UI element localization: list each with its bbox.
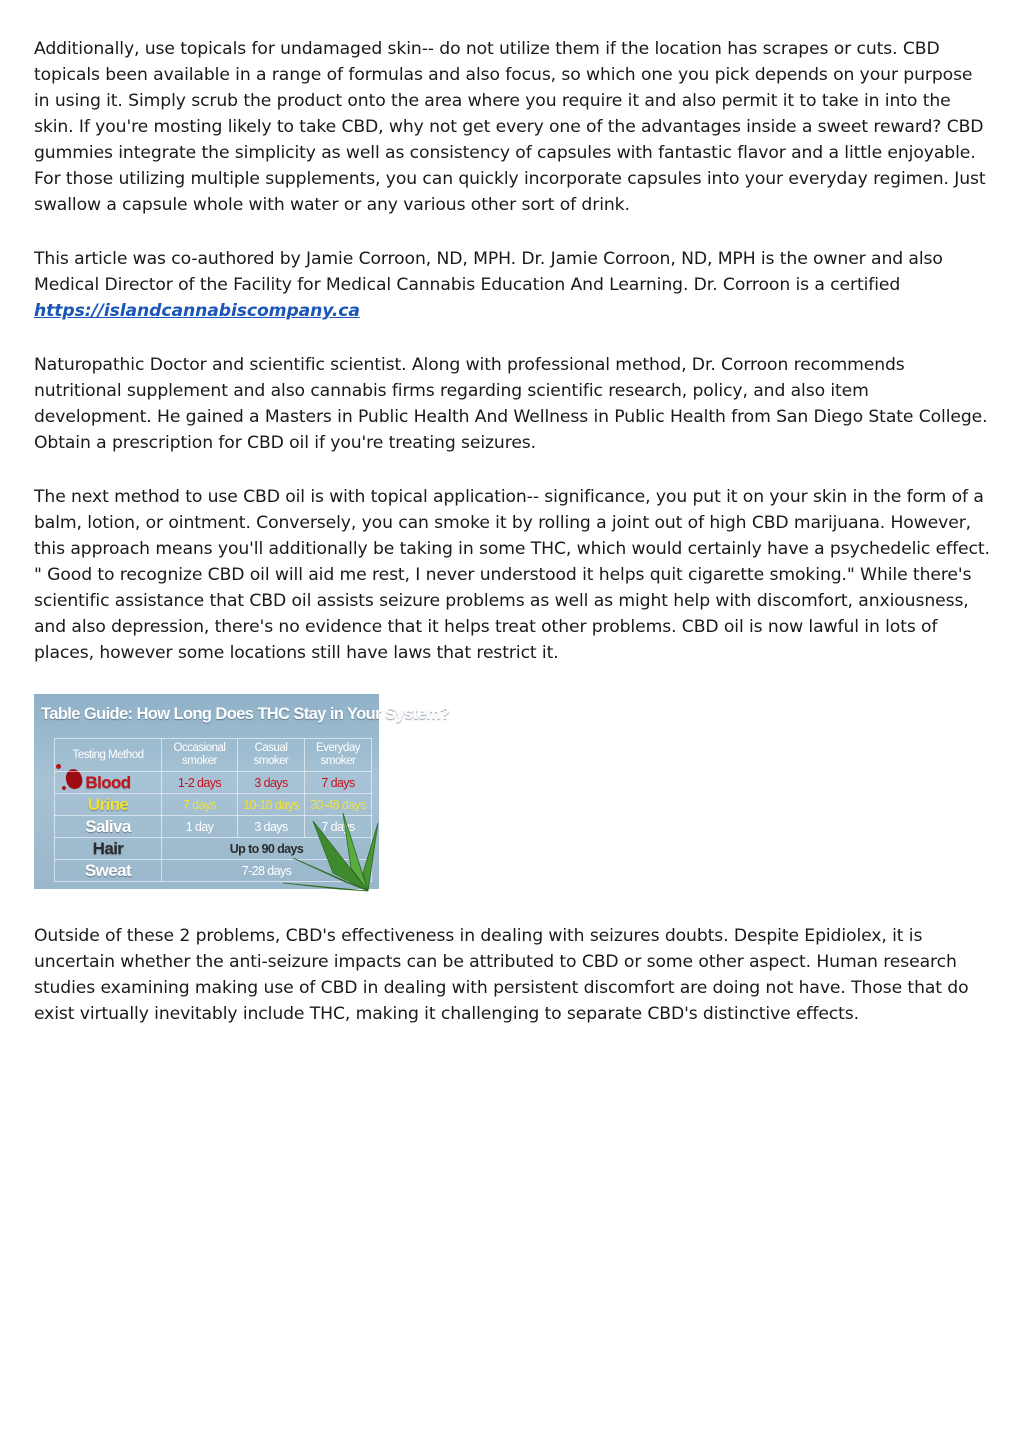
row-urine-occasional: 7 days	[162, 794, 238, 816]
table-row	[55, 772, 372, 794]
header-casual	[238, 739, 305, 772]
header-testing-method: Testing Method	[55, 739, 162, 772]
row-blood-casual: 3 days	[238, 772, 305, 794]
header-everyday-line1: Everyday	[316, 742, 360, 754]
row-sweat-all: 7-28 days	[162, 860, 372, 882]
header-casual-line1: Casual	[254, 742, 288, 754]
company-link[interactable]: https://islandcannabiscompany.ca	[34, 301, 360, 321]
row-hair-all: Up to 90 days	[162, 838, 372, 860]
row-blood-everyday: 7 days	[305, 772, 372, 794]
header-occasional	[162, 739, 238, 772]
row-blood-occasional: 1-2 days	[162, 772, 238, 794]
row-urine-method: Urine	[55, 794, 162, 816]
author-text: This article was co-authored by Jamie Corroon, ND, MPH. Dr. Jamie Corroon, ND, MPH is the owner and also Medical Director of the Facility for Medical Cannabis Education And Learning. Dr. Corroon is a certified	[34, 249, 943, 295]
header-occasional-line2: smoker	[182, 755, 217, 767]
paragraph-topical-application: The next method to use CBD oil is with topical application-- significance, you put it on your skin in the form of a balm, lotion, or ointment. Conversely, you can smoke it by rolling a joint out of high CBD marijuana. However, this approach means you'll additionally be taking in some THC, which would certainly have a psychedelic effect. " Good to recognize CBD oil will aid me rest, I never understood it helps quit cigarette smoking." While there's scientific assistance that CBD oil assists seizure problems as well as might help with discomfort, anxiousness, and also depression, there's no evidence that it helps treat other problems. CBD oil is now lawful in lots of places, however some locations still have laws that restrict it.	[34, 487, 990, 663]
row-saliva-everyday: 7 days	[305, 816, 372, 838]
table-header-row	[55, 739, 372, 772]
cannabis-leaf-icon	[273, 803, 383, 893]
row-urine-everyday: 30-48 days	[305, 794, 372, 816]
document-page	[34, 36, 990, 1055]
row-urine-casual: 10-18 days	[238, 794, 305, 816]
paragraph-naturopathic: Naturopathic Doctor and scientific scientist. Along with professional method, Dr. Corroon recommends nutritional supplement and also cannabis firms regarding scientific research, policy, and also item development. He gained a Masters in Public Health And Wellness in Public Health from San Diego State College. Obtain a prescription for CBD oil if you're treating seizures.	[34, 355, 988, 453]
row-saliva-method: Saliva	[55, 816, 162, 838]
thc-table-image	[34, 694, 450, 889]
row-sweat-method: Sweat	[55, 860, 162, 882]
row-hair-method: Hair	[55, 838, 162, 860]
row-blood-method: Blood	[55, 772, 162, 794]
paragraph-author	[34, 246, 990, 324]
paragraph-topicals: Additionally, use topicals for undamaged skin-- do not utilize them if the location has scrapes or cuts. CBD topicals been available in a range of formulas and also focus, so which one you pick depends on your purpose in using it. Simply scrub the product onto the area where you require it and also permit it to take in into the skin. If you're mosting likely to take CBD, why not get every one of the advantages inside a sweet reward? CBD gummies integrate the simplicity as well as consistency of capsules with fantastic flavor and a little enjoyable. For those utilizing multiple supplements, you can quickly incorporate capsules into your everyday regimen. Just swallow a capsule whole with water or any various other sort of drink.	[34, 39, 986, 215]
header-casual-line2: smoker	[253, 755, 289, 767]
header-everyday	[305, 739, 372, 772]
paragraph-effectiveness: Outside of these 2 problems, CBD's effectiveness in dealing with seizures doubts. Despite Epidiolex, it is uncertain whether the anti-seizure impacts can be attributed to CBD or some other aspect. Human research studies examining making use of CBD in dealing with persistent discomfort are doing not have. Those that do exist virtually inevitably include THC, making it challenging to separate CBD's distinctive effects.	[34, 926, 969, 1024]
header-everyday-line2: smoker	[320, 755, 356, 767]
row-saliva-casual: 3 days	[238, 816, 305, 838]
header-occasional-line1: Occasional	[173, 742, 226, 754]
row-saliva-occasional: 1 day	[162, 816, 238, 838]
figure-title: Table Guide: How Long Does THC Stay in Your System?	[41, 705, 450, 723]
